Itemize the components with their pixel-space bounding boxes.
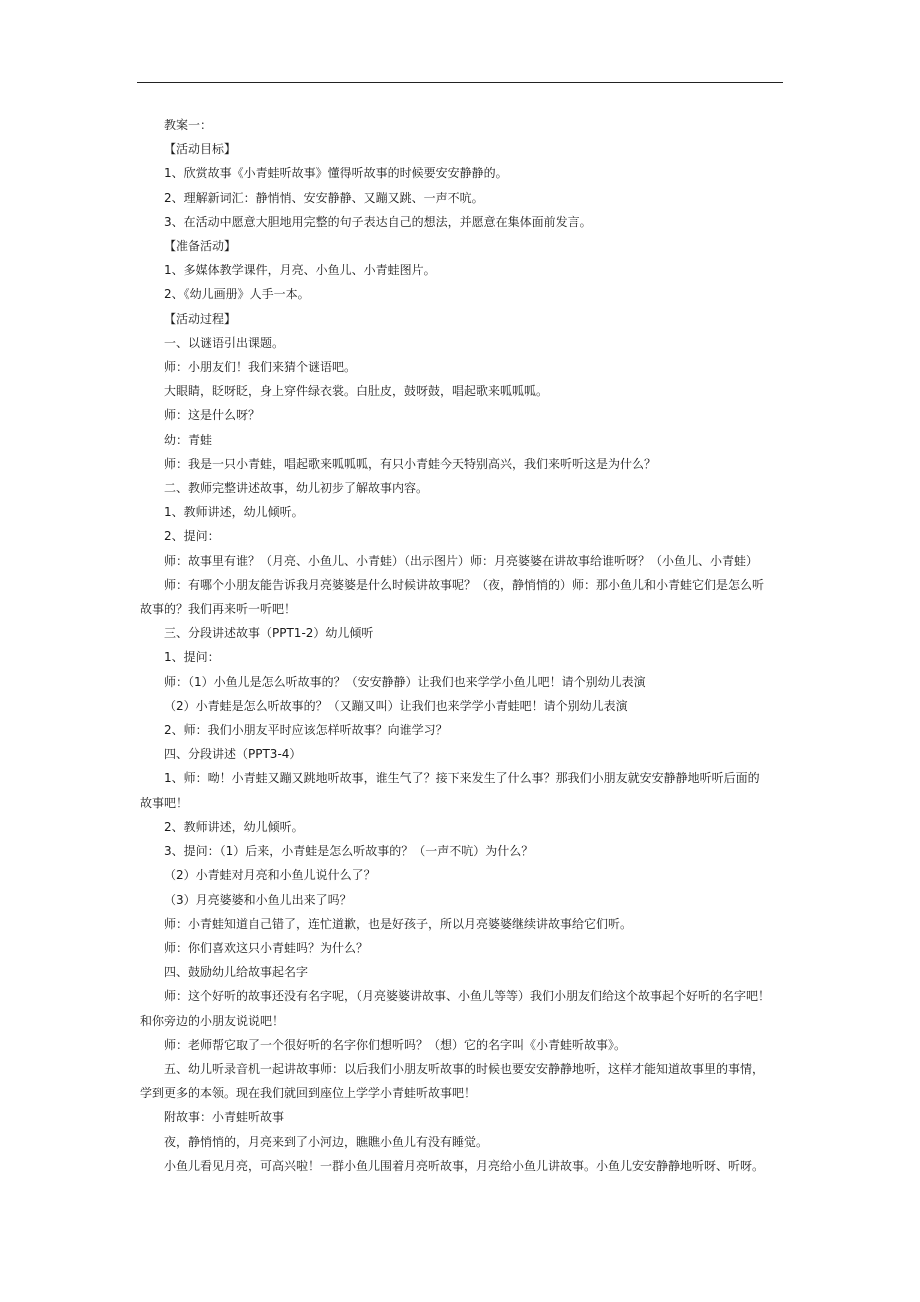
text-line: 师：这个好听的故事还没有名字呢，（月亮婆婆讲故事、小鱼儿等等）我们小朋友们给这个故事起个好听的名字吧！ [164, 989, 771, 1004]
text-line: 2、教师讲述，幼儿倾听。 [164, 819, 304, 834]
text-line: 【准备活动】 [164, 239, 237, 254]
text-line: 大眼睛，眨呀眨，身上穿件绿衣裳。白肚皮，鼓呀鼓，唱起歌来呱呱呱。 [164, 384, 549, 399]
text-line: 2、师：我们小朋友平时应该怎样听故事？向谁学习？ [164, 723, 448, 738]
text-line: 四、分段讲述（PPT3-4） [164, 747, 302, 762]
text-line: （2）小青蛙是怎么听故事的？（又蹦又叫）让我们也来学学小青蛙吧！请个别幼儿表演 [164, 698, 628, 713]
text-line: 师：小朋友们！我们来猜个谜语吧。 [164, 360, 357, 375]
text-line: 故事的？我们再来听一听吧！ [140, 602, 297, 617]
text-line: 幼：青蛙 [164, 432, 213, 447]
text-line: 1、师：呦！小青蛙又蹦又跳地听故事，谁生气了？接下来发生了什么事？那我们小朋友就安安静静地听听后面的 [164, 771, 760, 786]
text-line: 教案一： [164, 118, 213, 132]
text-line: 故事吧！ [140, 795, 189, 810]
text-line: 1、欣赏故事《小青蛙听故事》懂得听故事的时候要安安静静的。 [164, 166, 508, 181]
text-line: 师：你们喜欢这只小青蛙吗？为什么？ [164, 940, 369, 955]
text-line: （3）月亮婆婆和小鱼儿出来了吗？ [164, 892, 352, 907]
text-line: 夜，静悄悄的，月亮来到了小河边，瞧瞧小鱼儿有没有睡觉。 [164, 1134, 489, 1149]
text-line: 师：小青蛙知道自己错了，连忙道歉，也是好孩子，所以月亮婆婆继续讲故事给它们听。 [164, 916, 633, 931]
text-line: 学到更多的本领。现在我们就回到座位上学学小青蛙听故事吧！ [140, 1086, 477, 1101]
text-line: 附故事：小青蛙听故事 [164, 1110, 285, 1125]
text-line: 师：故事里有谁？（月亮、小鱼儿、小青蛙）（出示图片）师：月亮婆婆在讲故事给谁听呀？（小鱼儿、小青蛙） [164, 553, 759, 568]
text-line: 2、理解新词汇：静悄悄、安安静静、又蹦又跳、一声不吭。 [164, 190, 484, 205]
text-line: 【活动目标】 [164, 142, 237, 157]
text-line: 2、提问： [164, 529, 220, 544]
text-line: 师：这是什么呀？ [164, 408, 261, 423]
text-line: 3、在活动中愿意大胆地用完整的句子表达自己的想法，并愿意在集体面前发言。 [164, 214, 592, 229]
text-line: 1、多媒体教学课件，月亮、小鱼儿、小青蛙图片。 [164, 263, 436, 278]
text-line: 【活动过程】 [164, 311, 237, 326]
text-line: 四、鼓励幼儿给故事起名字 [164, 965, 309, 980]
text-line: 五、幼儿听录音机一起讲故事师：以后我们小朋友听故事的时候也要安安静静地听，这样才能知道故事里的事情， [164, 1061, 765, 1076]
header-rule [137, 82, 783, 83]
text-line: 三、分段讲述故事（PPT1-2）幼儿倾听 [164, 626, 374, 641]
text-line: 二、教师完整讲述故事，幼儿初步了解故事内容。 [164, 481, 429, 496]
text-line: 小鱼儿看见月亮，可高兴啦！一群小鱼儿围着月亮听故事，月亮给小鱼儿讲故事。小鱼儿安安静静地听呀、听呀。 [164, 1158, 765, 1173]
text-line: 师：我是一只小青蛙，唱起歌来呱呱呱，有只小青蛙今天特别高兴，我们来听听这是为什么？ [164, 456, 657, 471]
text-line: （2）小青蛙对月亮和小鱼儿说什么了？ [164, 868, 376, 883]
text-line: 和你旁边的小朋友说说吧！ [140, 1013, 285, 1028]
text-line: 1、提问： [164, 650, 220, 665]
text-line: 师：老师帮它取了一个很好听的名字你们想听吗？（想）它的名字叫《小青蛙听故事》。 [164, 1037, 627, 1052]
text-line: 师：有哪个小朋友能告诉我月亮婆婆是什么时候讲故事呢？（夜，静悄悄的）师：那小鱼儿和小青蛙它们是怎么听 [164, 577, 765, 592]
text-line: 一、以谜语引出课题。 [164, 335, 285, 350]
text-line: 3、提问：（1）后来，小青蛙是怎么听故事的？（一声不吭）为什么？ [164, 844, 534, 859]
text-line: 1、教师讲述，幼儿倾听。 [164, 505, 304, 520]
document-body [140, 113, 790, 1178]
text-line: 师：（1）小鱼儿是怎么听故事的？（安安静静）让我们也来学学小鱼儿吧！请个别幼儿表演 [164, 674, 646, 689]
text-line: 2、《幼儿画册》人手一本。 [164, 287, 310, 302]
